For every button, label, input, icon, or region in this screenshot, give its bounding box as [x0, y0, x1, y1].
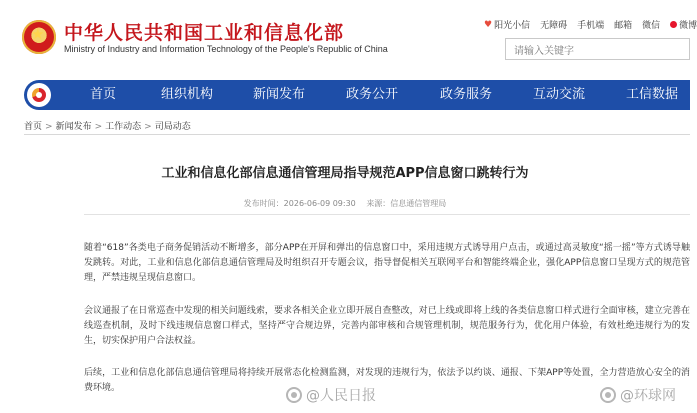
toplink-email[interactable]: 邮箱: [614, 21, 633, 31]
toplink-weibo[interactable]: 微博: [670, 18, 697, 31]
search-box: [505, 38, 690, 60]
nav-item-home[interactable]: 首页: [90, 87, 117, 102]
breadcrumb-separator: >: [45, 122, 53, 132]
divider: [24, 134, 690, 135]
toplink-accessibility[interactable]: 无障碍: [540, 21, 568, 31]
breadcrumb-separator: >: [144, 122, 152, 132]
search-input[interactable]: [506, 42, 689, 62]
main-nav: [24, 80, 690, 110]
breadcrumb-work-news[interactable]: 工作动态: [105, 122, 142, 132]
nav-item-gov-services[interactable]: 政务服务: [440, 87, 493, 102]
publish-time: 发布时间：2026-06-09 09:30: [243, 199, 356, 208]
article-meta: [0, 198, 690, 209]
nav-item-organization[interactable]: 组织机构: [161, 87, 214, 102]
article-source: 来源：信息通信管理局: [366, 199, 447, 208]
article-paragraph: 随着“618”各类电子商务促销活动不断增多，部分APP在开屏和弹出的信息窗口中，采用违规方式诱导用户点击，或通过高灵敏度“摇一摇”等方式诱导触发跳转。对此，工业和信息化部信息通信管理局及时组织召开专题会议，指导督促相关互联网平台和智能终端企业，强化APP信息窗口呈现方式的规范管理，严禁违规呈现信息窗口。: [84, 243, 690, 283]
article-paragraph: 会议通报了在日常巡查中发现的相关问题线索，要求各相关企业立即开展自查整改，对已上线或即将上线的各类信息窗口样式进行全面审核，建立完善在线巡查机制，及时下线违规信息窗口样式，坚持严守合规边界，完善内部审核和合规管理机制，规范服务行为，优化用户体验，有效杜绝违规行为的发生，切实保护用户合法权益。: [84, 306, 690, 346]
site-header: [0, 0, 697, 80]
top-links: [484, 18, 697, 31]
article-title: 工业和信息化部信息通信管理局指导规范APP信息窗口跳转行为: [161, 166, 529, 181]
weibo-icon: [286, 387, 302, 403]
watermark-people-daily: @人民日报: [286, 384, 376, 406]
breadcrumb-home[interactable]: 首页: [24, 122, 43, 132]
sunshine-icon: ♥: [484, 19, 493, 30]
divider: [84, 214, 690, 215]
logo-icon[interactable]: [27, 83, 51, 107]
site-title-en: Ministry of Industry and Information Technology of the People's Republic of China: [64, 44, 388, 54]
weibo-icon: [600, 387, 616, 403]
nav-item-news[interactable]: 新闻发布: [253, 87, 306, 102]
national-emblem-logo[interactable]: [22, 20, 56, 54]
site-title-cn[interactable]: 中华人民共和国工业和信息化部: [64, 22, 345, 44]
toplink-mobile[interactable]: 手机端: [577, 21, 605, 31]
breadcrumb-news[interactable]: 新闻发布: [55, 122, 92, 132]
toplink-wechat[interactable]: 微信: [642, 21, 661, 31]
weibo-icon: [670, 21, 677, 28]
breadcrumb-dept-news[interactable]: 司局动态: [154, 122, 191, 132]
watermark-huanqiu: @环球网: [600, 384, 676, 406]
breadcrumb-separator: >: [94, 122, 103, 132]
nav-item-interaction[interactable]: 互动交流: [533, 87, 586, 102]
toplink-sunshine[interactable]: ♥ 阳光小信: [484, 19, 531, 31]
nav-item-gov-affairs[interactable]: 政务公开: [346, 87, 399, 102]
nav-item-data[interactable]: 工信数据: [626, 87, 679, 102]
article-paragraph: 后续，工业和信息化部信息通信管理局将持续开展常态化检测监测，对发现的违规行为，依法予以约谈、通报、下架APP等处置，全力营造放心安全的消费环境。: [84, 368, 690, 393]
breadcrumb: [24, 119, 191, 132]
